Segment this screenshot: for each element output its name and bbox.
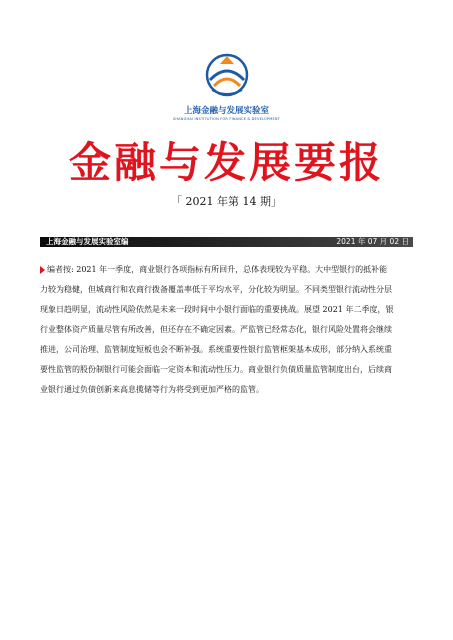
editor-note-line: 力较为稳健，但城商行和农商行拨备覆盖率低于平均水平，分化较为明显。不同类型银行流动性分层 (40, 285, 392, 294)
editor-label: 上海金融与发展实验室编 (46, 237, 129, 246)
institution-name-en: SHANGHAI INSTITUTION FOR FINANCE & DEVELOPMENT (172, 117, 281, 121)
editor-note-line: 推进，公司治理、监管制度短板也会不断补强。系统重要性银行监管框架基本成形，部分纳入系统重 (40, 345, 392, 354)
editor-date-bar (40, 237, 413, 247)
editor-note (40, 260, 413, 400)
editor-note-line: 业银行通过负债创新来高息揽储等行为将受到更加严格的监管。 (40, 385, 264, 394)
editor-note-line: 要性监管的股份制银行可能会面临一定资本和流动性压力。商业银行负债质量监管制度出台，后续商 (40, 365, 392, 374)
editor-note-line: 编者按: 2021 年一季度，商业银行各项指标有所回升，总体表现较为平稳。大中型银行的抵补能 (40, 260, 413, 280)
institution-logo-icon (198, 50, 256, 102)
institution-name-cn: 上海金融与发展实验室 (183, 106, 269, 116)
issue-number: 「 2021 年第 14 期」 (171, 195, 282, 208)
editor-note-line: 现象日趋明显，流动性风险依然是未来一段时间中小银行面临的重要挑战。展望 2021 年二季度，银 (40, 305, 394, 314)
editor-note-line: 行业整体资产质量尽管有所改善，但还存在不确定因素。严监管已经常态化，银行风险处置将会继续 (40, 325, 392, 334)
publish-date: 2021 年 07 月 02 日 (336, 237, 409, 246)
bullet-triangle-icon (40, 266, 45, 274)
report-title: 金融与发展要报 (68, 138, 384, 187)
